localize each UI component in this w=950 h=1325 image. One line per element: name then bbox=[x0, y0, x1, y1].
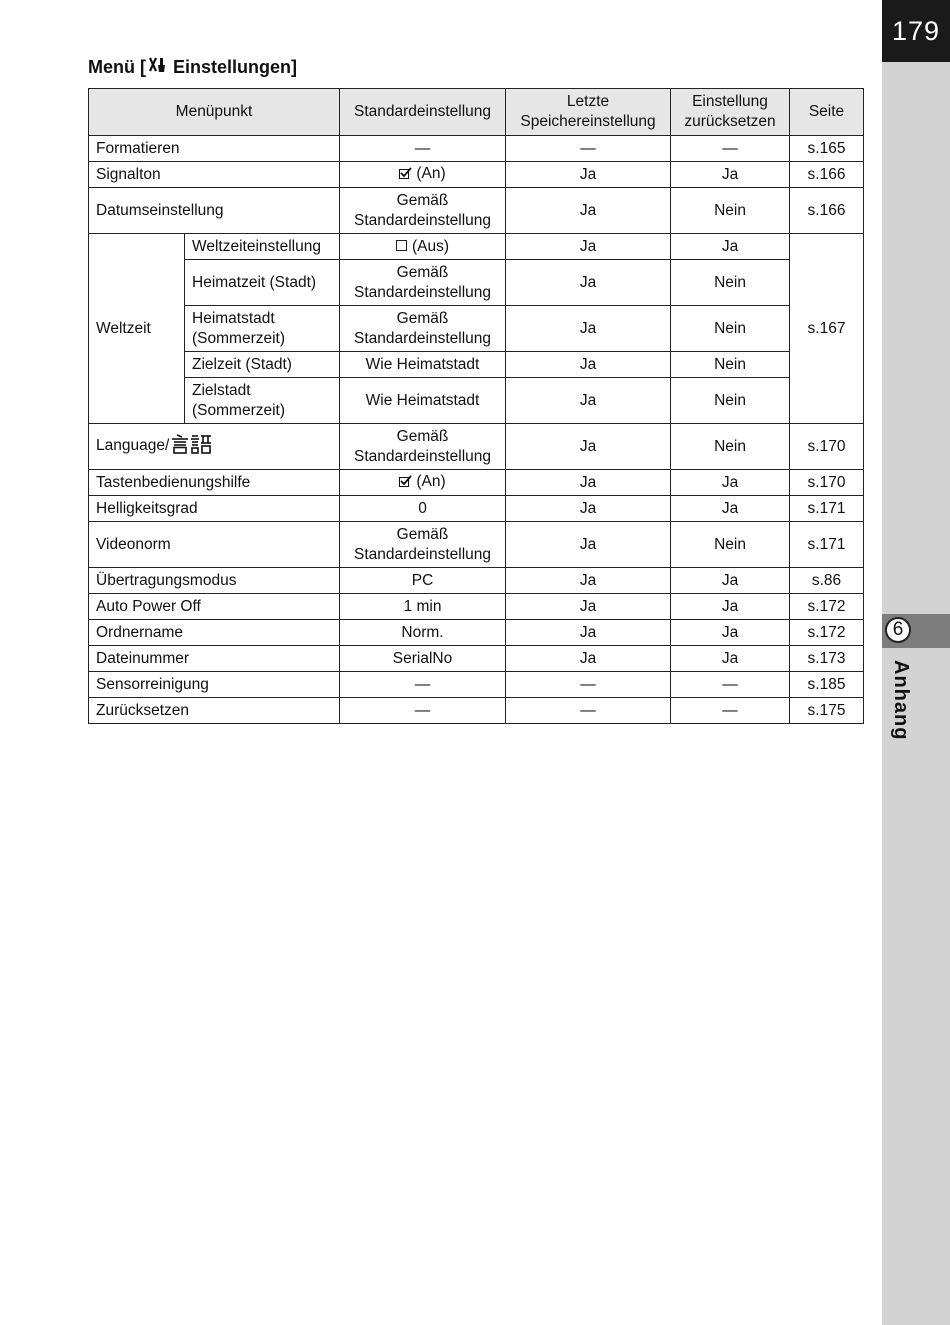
default-value: PC bbox=[340, 568, 506, 594]
table-row bbox=[89, 522, 864, 568]
table-row bbox=[89, 188, 864, 234]
menu-item: Language/ bbox=[96, 436, 170, 454]
last-memory-value: Ja bbox=[506, 352, 671, 378]
checkbox-empty-icon bbox=[396, 240, 407, 251]
last-memory-value: Ja bbox=[506, 470, 671, 496]
page-ref: s.171 bbox=[790, 496, 864, 522]
default-value: (Aus) bbox=[411, 237, 450, 255]
table-row bbox=[89, 378, 864, 424]
last-memory-value: Ja bbox=[506, 522, 671, 568]
table-row bbox=[89, 260, 864, 306]
default-value: Gemäß Standardeinstellung bbox=[340, 260, 506, 306]
table-row bbox=[89, 568, 864, 594]
default-value: SerialNo bbox=[340, 646, 506, 672]
reset-value: — bbox=[671, 698, 790, 724]
table-row bbox=[89, 672, 864, 698]
table-row bbox=[89, 470, 864, 496]
table-row bbox=[89, 698, 864, 724]
default-value: Gemäß Standardeinstellung bbox=[340, 306, 506, 352]
menu-item: Übertragungsmodus bbox=[89, 568, 340, 594]
title-suffix: Einstellungen] bbox=[173, 57, 298, 77]
last-memory-value: Ja bbox=[506, 424, 671, 470]
reset-value: Ja bbox=[671, 620, 790, 646]
menu-item: Tastenbedienungshilfe bbox=[89, 470, 340, 496]
header-page: Seite bbox=[790, 89, 864, 136]
menu-subitem: Heimatzeit (Stadt) bbox=[185, 260, 340, 306]
reset-value: Nein bbox=[671, 188, 790, 234]
last-memory-value: Ja bbox=[506, 646, 671, 672]
default-value: (An) bbox=[416, 165, 446, 182]
default-value-cell bbox=[340, 162, 506, 188]
header-default: Standardeinstellung bbox=[340, 89, 506, 136]
page-ref: s.170 bbox=[790, 424, 864, 470]
menu-subitem: Zielstadt (Sommerzeit) bbox=[185, 378, 340, 424]
last-memory-value: — bbox=[506, 672, 671, 698]
menu-item: Helligkeitsgrad bbox=[89, 496, 340, 522]
reset-value: — bbox=[671, 136, 790, 162]
last-memory-value: — bbox=[506, 136, 671, 162]
reset-value: Nein bbox=[671, 522, 790, 568]
last-memory-value: Ja bbox=[506, 496, 671, 522]
chapter-number: 6 bbox=[885, 617, 911, 643]
reset-value: Nein bbox=[671, 378, 790, 424]
default-value-cell bbox=[340, 470, 506, 496]
last-memory-value: Ja bbox=[506, 594, 671, 620]
page-ref: s.86 bbox=[790, 568, 864, 594]
checkbox-checked-icon bbox=[399, 165, 412, 185]
default-value: Wie Heimatstadt bbox=[340, 378, 506, 424]
menu-item: Ordnername bbox=[89, 620, 340, 646]
chapter-label: Anhang bbox=[890, 660, 912, 741]
reset-value: Ja bbox=[671, 496, 790, 522]
page-ref: s.167 bbox=[790, 234, 864, 424]
default-value: Norm. bbox=[340, 620, 506, 646]
page-ref: s.166 bbox=[790, 162, 864, 188]
default-value: 1 min bbox=[340, 594, 506, 620]
last-memory-value: Ja bbox=[506, 162, 671, 188]
reset-value: Nein bbox=[671, 260, 790, 306]
default-value: — bbox=[340, 672, 506, 698]
reset-value: Ja bbox=[671, 162, 790, 188]
settings-table bbox=[88, 88, 864, 724]
default-value-cell bbox=[340, 234, 506, 260]
reset-value: Nein bbox=[671, 306, 790, 352]
page-number: 179 bbox=[882, 0, 950, 62]
page-ref: s.166 bbox=[790, 188, 864, 234]
menu-subitem: Zielzeit (Stadt) bbox=[185, 352, 340, 378]
reset-value: Ja bbox=[671, 234, 790, 260]
default-value: — bbox=[340, 698, 506, 724]
reset-value: Ja bbox=[671, 594, 790, 620]
menu-item: Videonorm bbox=[89, 522, 340, 568]
default-value: Gemäß Standardeinstellung bbox=[340, 188, 506, 234]
menu-subitem: Heimatstadt (Sommerzeit) bbox=[185, 306, 340, 352]
menu-item: Dateinummer bbox=[89, 646, 340, 672]
table-row bbox=[89, 352, 864, 378]
last-memory-value: Ja bbox=[506, 620, 671, 646]
section-title bbox=[88, 56, 297, 79]
table-row bbox=[89, 620, 864, 646]
menu-item: Signalton bbox=[89, 162, 340, 188]
default-value: Gemäß Standardeinstellung bbox=[340, 522, 506, 568]
last-memory-value: Ja bbox=[506, 234, 671, 260]
default-value: — bbox=[340, 136, 506, 162]
reset-value: Nein bbox=[671, 352, 790, 378]
group-label-weltzeit: Weltzeit bbox=[89, 234, 185, 424]
default-value: Gemäß Standardeinstellung bbox=[340, 424, 506, 470]
reset-value: Nein bbox=[671, 424, 790, 470]
default-value: 0 bbox=[340, 496, 506, 522]
menu-subitem: Weltzeiteinstellung bbox=[185, 234, 340, 260]
table-row bbox=[89, 306, 864, 352]
last-memory-value: — bbox=[506, 698, 671, 724]
menu-item-cell bbox=[89, 424, 340, 470]
reset-value: — bbox=[671, 672, 790, 698]
table-header-row bbox=[89, 89, 864, 136]
last-memory-value: Ja bbox=[506, 378, 671, 424]
last-memory-value: Ja bbox=[506, 306, 671, 352]
wrench-icon bbox=[147, 56, 167, 79]
page-ref: s.185 bbox=[790, 672, 864, 698]
page-ref: s.172 bbox=[790, 594, 864, 620]
table-row bbox=[89, 646, 864, 672]
table-row bbox=[89, 234, 864, 260]
language-kanji-icon bbox=[170, 434, 212, 460]
page-ref: s.172 bbox=[790, 620, 864, 646]
page-ref: s.170 bbox=[790, 470, 864, 496]
page-ref: s.165 bbox=[790, 136, 864, 162]
table-row bbox=[89, 424, 864, 470]
page-ref: s.171 bbox=[790, 522, 864, 568]
header-menu: Menüpunkt bbox=[89, 89, 340, 136]
reset-value: Ja bbox=[671, 568, 790, 594]
table-row bbox=[89, 594, 864, 620]
last-memory-value: Ja bbox=[506, 188, 671, 234]
last-memory-value: Ja bbox=[506, 568, 671, 594]
default-value: (An) bbox=[416, 473, 446, 490]
title-prefix: Menü [ bbox=[88, 57, 146, 77]
page-ref: s.175 bbox=[790, 698, 864, 724]
table-row bbox=[89, 162, 864, 188]
table-row bbox=[89, 136, 864, 162]
menu-item: Auto Power Off bbox=[89, 594, 340, 620]
reset-value: Ja bbox=[671, 646, 790, 672]
header-last-memory: Letzte Speichereinstellung bbox=[506, 89, 671, 136]
menu-item: Datumseinstellung bbox=[89, 188, 340, 234]
page-ref: s.173 bbox=[790, 646, 864, 672]
menu-item: Formatieren bbox=[89, 136, 340, 162]
header-reset: Einstellung zurücksetzen bbox=[671, 89, 790, 136]
menu-item: Sensorreinigung bbox=[89, 672, 340, 698]
checkbox-checked-icon bbox=[399, 473, 412, 493]
table-row bbox=[89, 496, 864, 522]
reset-value: Ja bbox=[671, 470, 790, 496]
menu-item: Zurücksetzen bbox=[89, 698, 340, 724]
default-value: Wie Heimatstadt bbox=[340, 352, 506, 378]
last-memory-value: Ja bbox=[506, 260, 671, 306]
